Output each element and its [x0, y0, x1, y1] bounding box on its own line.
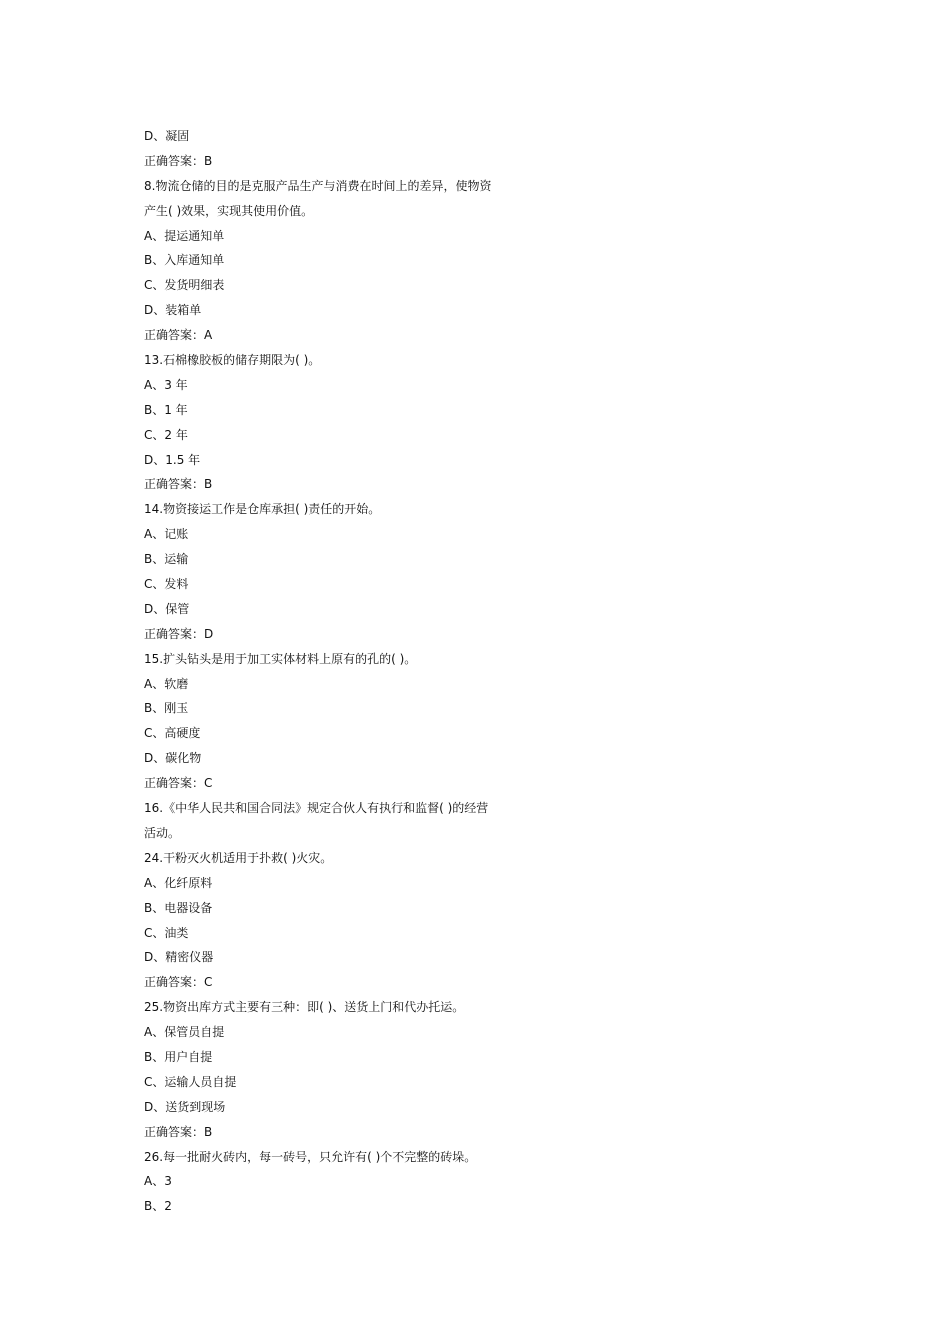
- option-line: A、提运通知单: [144, 228, 225, 243]
- question-line: 26.每一批耐火砖内，每一砖号，只允许有( )个不完整的砖垛。: [144, 1149, 477, 1164]
- option-line: D、送货到现场: [144, 1099, 226, 1114]
- option-line: D、装箱单: [144, 303, 202, 318]
- option-line: A、记账: [144, 527, 189, 542]
- option-line: A、保管员自提: [144, 1025, 225, 1040]
- option-line: A、3 年: [144, 377, 188, 392]
- option-line: A、3: [144, 1174, 172, 1189]
- option-line: A、化纤原料: [144, 875, 213, 890]
- option-line: B、入库通知单: [144, 253, 225, 268]
- option-line: B、1 年: [144, 402, 188, 417]
- option-line: D、保管: [144, 601, 190, 616]
- question-line: 13.石棉橡胶板的储存期限为( )。: [144, 353, 321, 368]
- question-line: 14.物资接运工作是仓库承担( )责任的开始。: [144, 502, 381, 517]
- option-line: C、发料: [144, 577, 189, 592]
- option-line: B、用户自提: [144, 1049, 213, 1064]
- text-line: D、凝固: [144, 129, 190, 143]
- option-line: C、发货明细表: [144, 278, 225, 293]
- answer-line: 正确答案：A: [144, 328, 213, 343]
- option-line: C、高硬度: [144, 726, 201, 741]
- option-line: C、油类: [144, 925, 189, 940]
- option-line: B、运输: [144, 552, 189, 567]
- document-page: [144, 124, 524, 1219]
- option-line: D、精密仪器: [144, 950, 214, 965]
- option-line: A、软磨: [144, 676, 189, 691]
- option-line: B、刚玉: [144, 701, 189, 716]
- option-line: B、电器设备: [144, 900, 213, 915]
- option-line: B、2: [144, 1199, 172, 1214]
- option-line: D、碳化物: [144, 751, 202, 766]
- answer-line: 正确答案：C: [144, 975, 213, 990]
- answer-line: 正确答案：B: [144, 1124, 213, 1139]
- question-line: 16.《中华人民共和国合同法》规定合伙人有执行和监督( )的经营: [144, 801, 489, 816]
- option-line: C、运输人员自提: [144, 1074, 237, 1089]
- option-line: D、1.5 年: [144, 452, 201, 467]
- question-line: 活动。: [144, 825, 181, 840]
- question-line: 产生( )效果，实现其使用价值。: [144, 203, 314, 218]
- answer-line: 正确答案：D: [144, 626, 214, 641]
- question-line: 25.物资出库方式主要有三种：即( )、送货上门和代办托运。: [144, 1000, 465, 1015]
- question-line: 15.扩头钻头是用于加工实体材料上原有的孔的( )。: [144, 651, 417, 666]
- answer-line: 正确答案：B: [144, 153, 213, 168]
- question-line: 8.物流仓储的目的是克服产品生产与消费在时间上的差异，使物资: [144, 178, 492, 193]
- option-line: C、2 年: [144, 427, 188, 442]
- answer-line: 正确答案：B: [144, 477, 213, 492]
- answer-line: 正确答案：C: [144, 776, 213, 791]
- question-line: 24.干粉灭火机适用于扑救( )火灾。: [144, 850, 333, 865]
